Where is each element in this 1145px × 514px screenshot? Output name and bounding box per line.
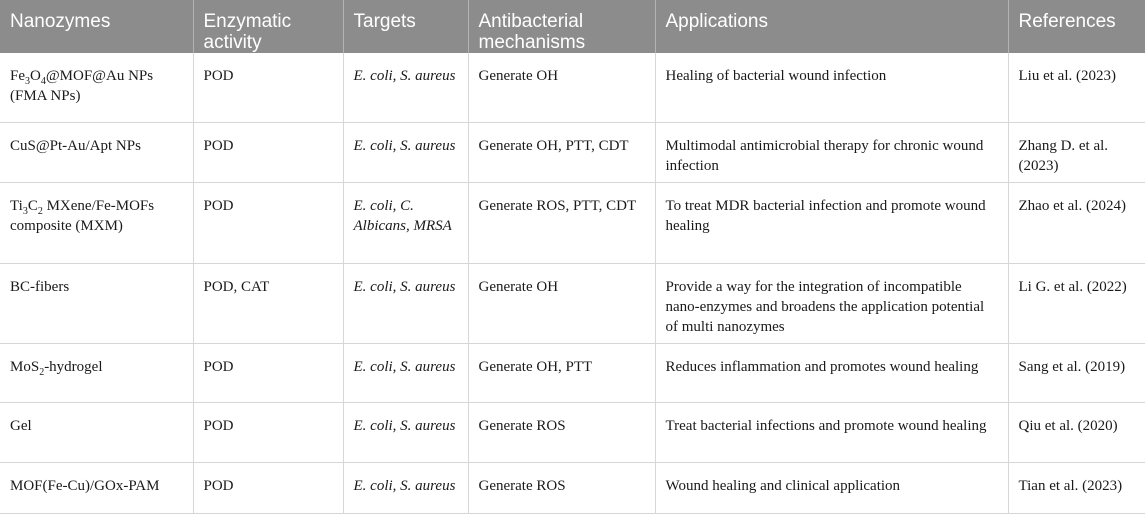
cell-enzymatic-activity: POD xyxy=(193,122,343,182)
cell-mechanism: Generate ROS xyxy=(468,402,655,462)
cell-mechanism: Generate OH xyxy=(468,263,655,343)
cell-application: Reduces inflammation and promotes wound healing xyxy=(655,343,1008,402)
cell-nanozyme: CuS@Pt-Au/Apt NPs xyxy=(0,122,193,182)
table-header xyxy=(0,0,1145,53)
cell-targets: E. coli, S. aureus xyxy=(343,462,468,513)
header-row xyxy=(0,0,1145,53)
cell-application: Healing of bacterial wound infection xyxy=(655,53,1008,122)
header-targets: Targets xyxy=(343,0,468,53)
header-applications: Applications xyxy=(655,0,1008,53)
cell-enzymatic-activity: POD, CAT xyxy=(193,263,343,343)
cell-targets: E. coli, S. aureus xyxy=(343,402,468,462)
cell-reference: Zhao et al. (2024) xyxy=(1008,182,1145,263)
cell-reference: Liu et al. (2023) xyxy=(1008,53,1145,122)
cell-reference: Tian et al. (2023) xyxy=(1008,462,1145,513)
cell-reference: Zhang D. et al. (2023) xyxy=(1008,122,1145,182)
header-enzymatic-activity: Enzymatic activity xyxy=(193,0,343,53)
header-nanozymes: Nanozymes xyxy=(0,0,193,53)
cell-nanozyme: $Fe_3O_4@MOF@Au$ NPs (FMA NPs) xyxy=(0,53,193,122)
cell-reference: Li G. et al. (2022) xyxy=(1008,263,1145,343)
cell-nanozyme: BC-fibers xyxy=(0,263,193,343)
cell-enzymatic-activity: POD xyxy=(193,182,343,263)
cell-reference: Qiu et al. (2020) xyxy=(1008,402,1145,462)
table-row xyxy=(0,182,1145,263)
cell-nanozyme: Gel xyxy=(0,402,193,462)
table-row xyxy=(0,402,1145,462)
table-row xyxy=(0,122,1145,182)
cell-mechanism: Generate ROS xyxy=(468,462,655,513)
cell-mechanism: Generate ROS, PTT, CDT xyxy=(468,182,655,263)
cell-application: To treat MDR bacterial infection and promote wound healing xyxy=(655,182,1008,263)
cell-targets: E. coli, C. Albicans, MRSA xyxy=(343,182,468,263)
table-body xyxy=(0,53,1145,513)
table-row xyxy=(0,462,1145,513)
cell-application: Multimodal antimicrobial therapy for chronic wound infection xyxy=(655,122,1008,182)
header-references: References xyxy=(1008,0,1145,53)
cell-targets: E. coli, S. aureus xyxy=(343,343,468,402)
table-row xyxy=(0,263,1145,343)
cell-nanozyme: MOF(Fe-Cu)/GOx-PAM xyxy=(0,462,193,513)
cell-enzymatic-activity: POD xyxy=(193,462,343,513)
table-row xyxy=(0,343,1145,402)
cell-mechanism: Generate OH xyxy=(468,53,655,122)
table-row xyxy=(0,53,1145,122)
cell-mechanism: Generate OH, PTT, CDT xyxy=(468,122,655,182)
cell-targets: E. coli, S. aureus xyxy=(343,122,468,182)
cell-targets: E. coli, S. aureus xyxy=(343,263,468,343)
cell-reference: Sang et al. (2019) xyxy=(1008,343,1145,402)
cell-enzymatic-activity: POD xyxy=(193,343,343,402)
cell-application: Provide a way for the integration of incompatible nano-enzymes and broadens the application potential of multi nanozymes xyxy=(655,263,1008,343)
header-antibacterial-mechanisms: Antibacterial mechanisms xyxy=(468,0,655,53)
cell-nanozyme: MoS$_2$-hydrogel xyxy=(0,343,193,402)
cell-enzymatic-activity: POD xyxy=(193,53,343,122)
cell-targets: E. coli, S. aureus xyxy=(343,53,468,122)
cell-application: Treat bacterial infections and promote wound healing xyxy=(655,402,1008,462)
cell-enzymatic-activity: POD xyxy=(193,402,343,462)
cell-nanozyme: $Ti_3C_2$ MXene/Fe-MOFs composite (MXM) xyxy=(0,182,193,263)
cell-mechanism: Generate OH, PTT xyxy=(468,343,655,402)
cell-application: Wound healing and clinical application xyxy=(655,462,1008,513)
